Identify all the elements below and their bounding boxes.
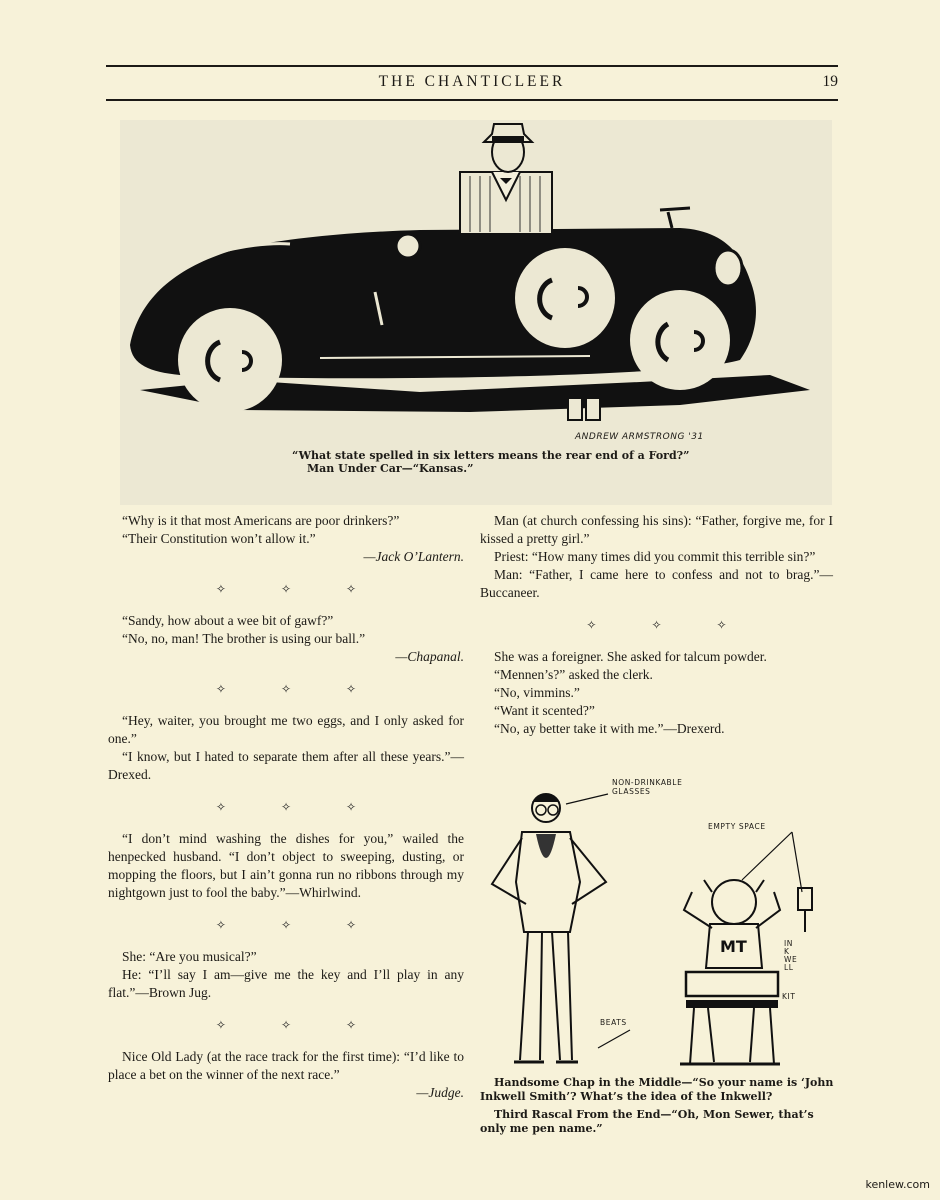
magazine-title: THE CHANTICLEER — [378, 73, 566, 90]
joke-eggs — [108, 712, 464, 784]
joke-race-track — [108, 1048, 464, 1102]
car-caption-answer: Man Under Car—“Kansas.” — [307, 462, 474, 475]
artist-signature: ANDREW ARMSTRONG '31 — [575, 432, 704, 442]
joke-drinkers — [108, 512, 464, 566]
label-beats: BEATS — [600, 1018, 627, 1027]
joke-line: “No, ay better take it with me.”—Drexerd. — [494, 721, 725, 736]
separator-ornament: ✧ ✧ ✧ — [215, 582, 383, 596]
cartoon-drawing — [480, 772, 835, 1072]
joke-line: Man: “Father, I came here to confess and not to brag.”—Buccaneer. — [480, 567, 833, 600]
right-column — [480, 512, 833, 738]
separator-ornament: ✧ ✧ ✧ — [215, 918, 383, 932]
joke-line: “Mennen’s?” asked the clerk. — [494, 667, 653, 682]
joke-line: “I don’t mind washing the dishes for you,” wailed the henpecked husband. “I don’t object to sweeping, dusting, or mopping the floors, but I ain’t gonna run no ribbons through my nightgown just to fool the baby.”—Whirlwind. — [108, 831, 464, 900]
joke-line: He: “I’ll say I am—give me the key and I’ll play in any flat.”—Brown Jug. — [108, 967, 464, 1000]
joke-line: She was a foreigner. She asked for talcum powder. — [494, 649, 767, 664]
joke-line: She: “Are you musical?” — [122, 949, 257, 964]
joke-talcum — [480, 648, 833, 738]
svg-text:MT: MT — [720, 937, 747, 956]
left-column — [108, 512, 464, 1102]
joke-musical — [108, 948, 464, 1002]
joke-confession — [480, 512, 833, 602]
joke-gawf — [108, 612, 464, 666]
watermark: kenlew.com — [865, 1178, 930, 1191]
separator-ornament: ✧ ✧ ✧ — [215, 800, 383, 814]
joke-line: “Why is it that most Americans are poor drinkers?” — [122, 513, 400, 528]
separator-ornament: ✧ ✧ ✧ — [586, 618, 753, 632]
joke-line: Nice Old Lady (at the race track for the first time): “I’d like to place a bet on the winner of the next race.” — [108, 1049, 464, 1082]
cartoon-caption-line: Handsome Chap in the Middle—“So your name is ‘John Inkwell Smith’? What’s the idea of the Inkwell? — [480, 1076, 834, 1103]
label-ink-well: INK WELL — [784, 939, 798, 972]
joke-line: “Their Constitution won’t allow it.” — [122, 531, 316, 546]
cartoon-caption-line: Third Rascal From the End—“Oh, Mon Sewer, that’s only me pen name.” — [480, 1108, 814, 1135]
separator-ornament: ✧ ✧ ✧ — [215, 682, 383, 696]
joke-line: “Sandy, how about a wee bit of gawf?” — [122, 613, 334, 628]
car-caption — [292, 449, 812, 475]
joke-attribution: —Judge. — [416, 1085, 464, 1100]
header-top-rule — [106, 65, 838, 67]
joke-dishes — [108, 830, 464, 902]
joke-line: “No, vimmins.” — [494, 685, 580, 700]
joke-line: “No, no, man! The brother is using our ball.” — [122, 631, 366, 646]
joke-attribution: —Chapanal. — [395, 649, 464, 664]
header-bottom-rule — [106, 99, 838, 101]
label-kit: KIT — [782, 992, 796, 1001]
label-empty-space: EMPTY SPACE — [708, 822, 766, 831]
label-glasses: NON-DRINKABLE GLASSES — [612, 778, 683, 796]
cartoon-caption — [480, 1076, 840, 1140]
joke-line: Priest: “How many times did you commit this terrible sin?” — [494, 549, 816, 564]
joke-line: “Want it scented?” — [494, 703, 595, 718]
joke-attribution: —Jack O’Lantern. — [363, 549, 464, 564]
car-illustration — [120, 120, 832, 505]
joke-line: “I know, but I hated to separate them after all these years.”—Drexed. — [108, 749, 464, 782]
car-caption-question: “What state spelled in six letters means the rear end of a Ford?” — [292, 449, 690, 462]
page-number: 19 — [822, 73, 838, 90]
joke-line: Man (at church confessing his sins): “Father, forgive me, for I kissed a pretty girl.” — [480, 513, 833, 546]
car-drawing — [120, 120, 832, 505]
joke-line: “Hey, waiter, you brought me two eggs, and I only asked for one.” — [108, 713, 464, 746]
separator-ornament: ✧ ✧ ✧ — [215, 1018, 383, 1032]
classroom-cartoon — [480, 772, 835, 1072]
